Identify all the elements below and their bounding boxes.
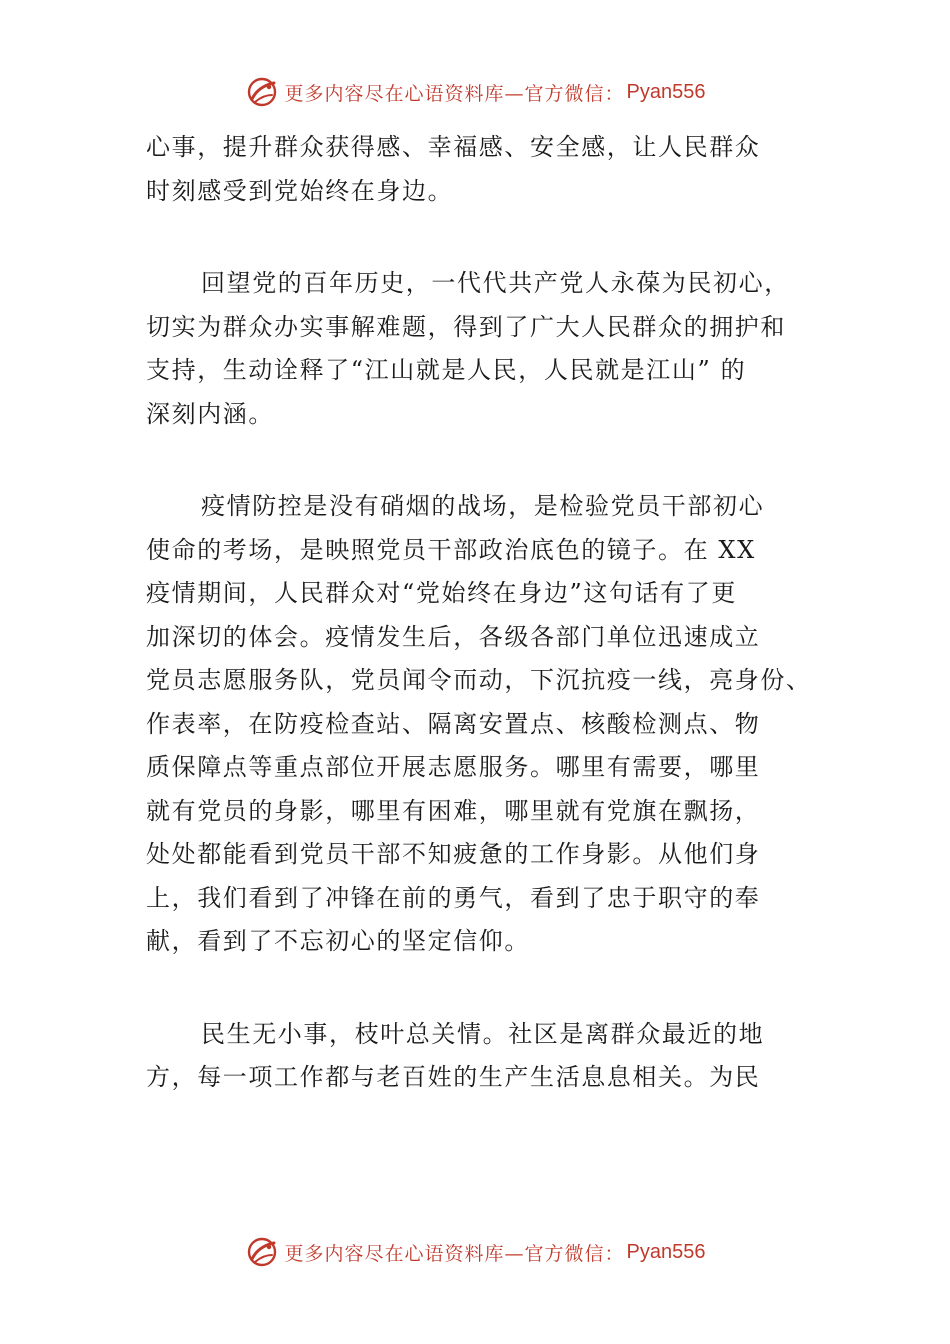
paragraph-line: 加深切的体会。疫情发生后，各级各部门单位迅速成立 bbox=[146, 622, 761, 651]
paragraph-line: 疫情防控是没有硝烟的战场，是检验党员干部初心 bbox=[201, 492, 765, 520]
paragraph-line: 时刻感受到党始终在身边。 bbox=[146, 176, 454, 205]
paragraph-line: 就有党员的身影，哪里有困难，哪里就有党旗在飘扬， bbox=[146, 796, 761, 825]
paragraph-line: 使命的考场，是映照党员干部政治底色的镜子。在 XX bbox=[146, 535, 756, 564]
header-banner bbox=[0, 72, 950, 112]
footer-brand-text: 更多内容尽在心语资料库—官方微信： bbox=[284, 1242, 625, 1265]
paragraph-line: 心事，提升群众获得感、幸福感、安全感，让人民群众 bbox=[146, 133, 761, 161]
paragraph-line: 方，每一项工作都与老百姓的生产生活息息相关。为民 bbox=[146, 1063, 761, 1091]
paragraph-line: 作表率，在防疫检查站、隔离安置点、核酸检测点、物 bbox=[146, 709, 761, 738]
paragraph-line: 党员志愿服务队，党员闻令而动，下沉抗疫一线，亮身份、 bbox=[146, 666, 812, 694]
paragraph-1 bbox=[146, 126, 811, 213]
paragraph-line: 献，看到了不忘初心的坚定信仰。 bbox=[146, 927, 530, 955]
brand-logo-icon bbox=[245, 75, 279, 109]
paragraph-4 bbox=[146, 1013, 811, 1100]
header-brand-text: 更多内容尽在心语资料库—官方微信： bbox=[284, 82, 625, 105]
paragraph-line: 支持，生动诠释了“江山就是人民，人民就是江山” 的 bbox=[146, 356, 747, 384]
paragraph-line: 上，我们看到了冲锋在前的勇气，看到了忠于职守的奉 bbox=[146, 883, 761, 912]
footer-banner bbox=[0, 1232, 950, 1272]
paragraph-line: 处处都能看到党员干部不知疲惫的工作身影。从他们身 bbox=[146, 840, 761, 868]
paragraph-line: 回望党的百年历史，一代代共产党人永葆为民初心， bbox=[201, 269, 790, 297]
paragraph-line: 质保障点等重点部位开展志愿服务。哪里有需要，哪里 bbox=[146, 753, 761, 781]
paragraph-line: 疫情期间，人民群众对“党始终在身边”这句话有了更 bbox=[146, 579, 737, 607]
paragraph-3 bbox=[146, 485, 811, 964]
footer-brand-id: Pyan556 bbox=[626, 1240, 706, 1263]
paragraph-line: 切实为群众办实事解难题，得到了广大人民群众的拥护和 bbox=[146, 312, 786, 341]
header-brand-id: Pyan556 bbox=[626, 80, 706, 103]
brand-logo-icon bbox=[245, 1235, 279, 1269]
paragraph-2 bbox=[146, 262, 811, 436]
document-body bbox=[146, 126, 811, 1100]
paragraph-line: 深刻内涵。 bbox=[146, 399, 274, 428]
paragraph-line: 民生无小事，枝叶总关情。社区是离群众最近的地 bbox=[201, 1019, 765, 1048]
